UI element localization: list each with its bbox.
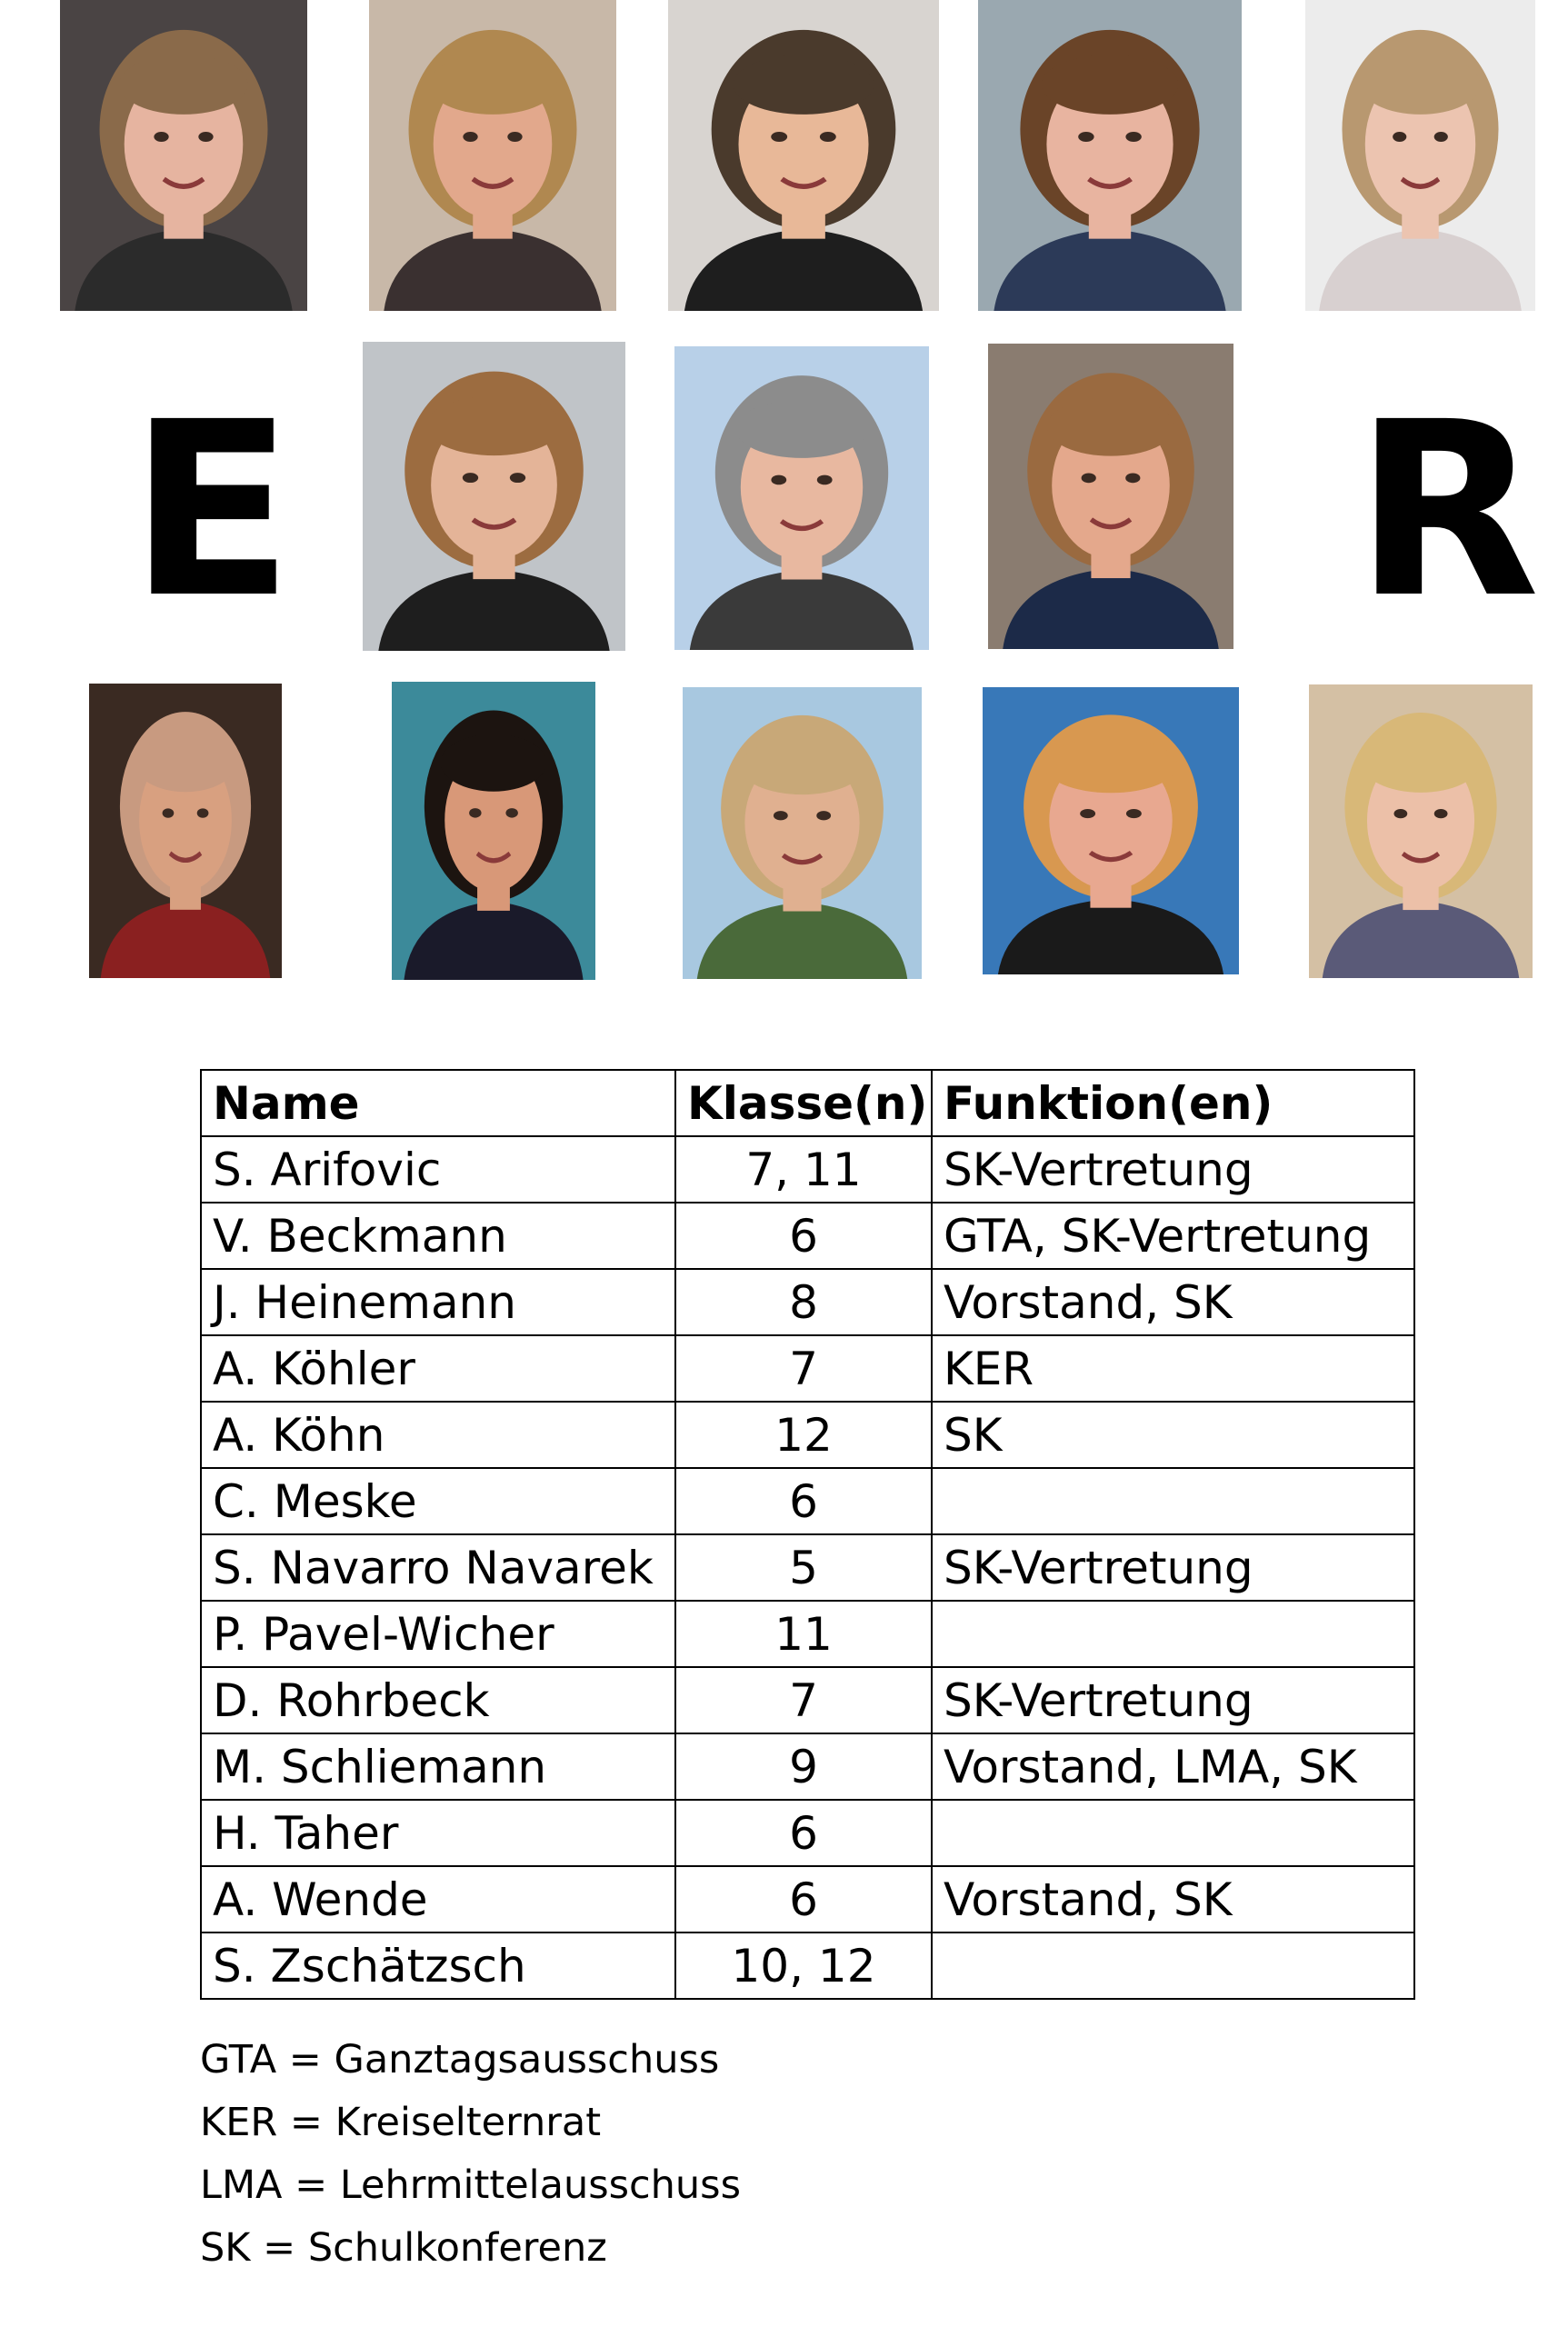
portrait-woman-glasses-light [1305,0,1535,311]
letter-e: E [129,371,295,651]
legend-ker: KER = Kreiselternrat [200,2100,602,2145]
table-row [201,1269,1414,1335]
photo-9 [89,684,282,978]
table-row [201,1203,1414,1269]
cell-funktion [932,1601,1414,1667]
cell-name: S. Zschätzsch [201,1933,675,1999]
portrait-woman-blonde-smiling [369,0,616,311]
cell-klasse: 7, 11 [675,1136,932,1203]
table-row [201,1136,1414,1203]
photo-11 [683,687,922,979]
photo-13 [1309,684,1533,978]
cell-name: V. Beckmann [201,1203,675,1269]
cell-klasse: 9 [675,1733,932,1800]
cell-name: C. Meske [201,1468,675,1534]
legend-sk: SK = Schulkonferenz [200,2225,607,2271]
cell-klasse: 6 [675,1468,932,1534]
cell-klasse: 5 [675,1534,932,1601]
portrait-woman-black-scarf [363,342,625,651]
table-row [201,1667,1414,1733]
letter-r: R [1354,371,1541,651]
cell-name: D. Rohrbeck [201,1667,675,1733]
photo-4 [978,0,1242,311]
table-row [201,1866,1414,1933]
table-row [201,1933,1414,1999]
portrait-woman-blonde-outdoor [683,687,922,979]
cell-funktion [932,1800,1414,1866]
photo-12 [983,687,1239,974]
cell-name: H. Taher [201,1800,675,1866]
header-name: Name [201,1070,675,1136]
cell-klasse: 6 [675,1203,932,1269]
portrait-woman-dark-blonde [60,0,307,311]
cell-klasse: 7 [675,1335,932,1402]
photo-5 [1305,0,1535,311]
cell-funktion: SK-Vertretung [932,1136,1414,1203]
header-funktion: Funktion(en) [932,1070,1414,1136]
table-row [201,1601,1414,1667]
photo-7 [674,346,929,650]
portrait-woman-dark-long-hair [392,682,595,980]
cell-funktion: SK [932,1402,1414,1468]
portrait-woman-blonde-glasses-scarf [1309,684,1533,978]
cell-klasse: 7 [675,1667,932,1733]
cell-klasse: 12 [675,1402,932,1468]
cell-funktion: SK-Vertretung [932,1534,1414,1601]
photo-6 [363,342,625,651]
cell-klasse: 11 [675,1601,932,1667]
table-row [201,1534,1414,1601]
cell-klasse: 10, 12 [675,1933,932,1999]
photo-10 [392,682,595,980]
cell-name: S. Navarro Navarek [201,1534,675,1601]
cell-name: J. Heinemann [201,1269,675,1335]
table-row [201,1402,1414,1468]
cell-klasse: 6 [675,1800,932,1866]
cell-name: A. Wende [201,1866,675,1933]
table-row [201,1335,1414,1402]
cell-funktion: Vorstand, LMA, SK [932,1733,1414,1800]
members-table [200,1069,1415,2000]
legend-lma: LMA = Lehrmittelausschuss [200,2162,741,2208]
portrait-man-brown-hair [668,0,939,311]
abbreviation-legend [200,2029,741,2280]
cell-funktion [932,1933,1414,1999]
cell-name: A. Köhn [201,1402,675,1468]
table-header-row [201,1070,1414,1136]
cell-klasse: 6 [675,1866,932,1933]
table-row [201,1468,1414,1534]
photo-8 [988,344,1233,649]
photo-1 [60,0,307,311]
cell-funktion: Vorstand, SK [932,1866,1414,1933]
header-klasse: Klasse(n) [675,1070,932,1136]
cell-funktion: SK-Vertretung [932,1667,1414,1733]
table-row [201,1733,1414,1800]
cell-klasse: 8 [675,1269,932,1335]
cell-funktion: GTA, SK-Vertretung [932,1203,1414,1269]
portrait-woman-short-hair-glasses [978,0,1242,311]
portrait-man-beard-glasses [89,684,282,978]
portrait-woman-curly-blonde [983,687,1239,974]
table-body [201,1136,1414,1999]
cell-name: P. Pavel-Wicher [201,1601,675,1667]
cell-funktion: KER [932,1335,1414,1402]
cell-name: M. Schliemann [201,1733,675,1800]
legend-gta: GTA = Ganztagsausschuss [200,2037,720,2082]
photo-3 [668,0,939,311]
table-row [201,1800,1414,1866]
cell-name: S. Arifovic [201,1136,675,1203]
cell-funktion [932,1468,1414,1534]
cell-name: A. Köhler [201,1335,675,1402]
cell-funktion: Vorstand, SK [932,1269,1414,1335]
portrait-woman-striped-shirt [988,344,1233,649]
portrait-man-grey-hair [674,346,929,650]
photo-2 [369,0,616,311]
